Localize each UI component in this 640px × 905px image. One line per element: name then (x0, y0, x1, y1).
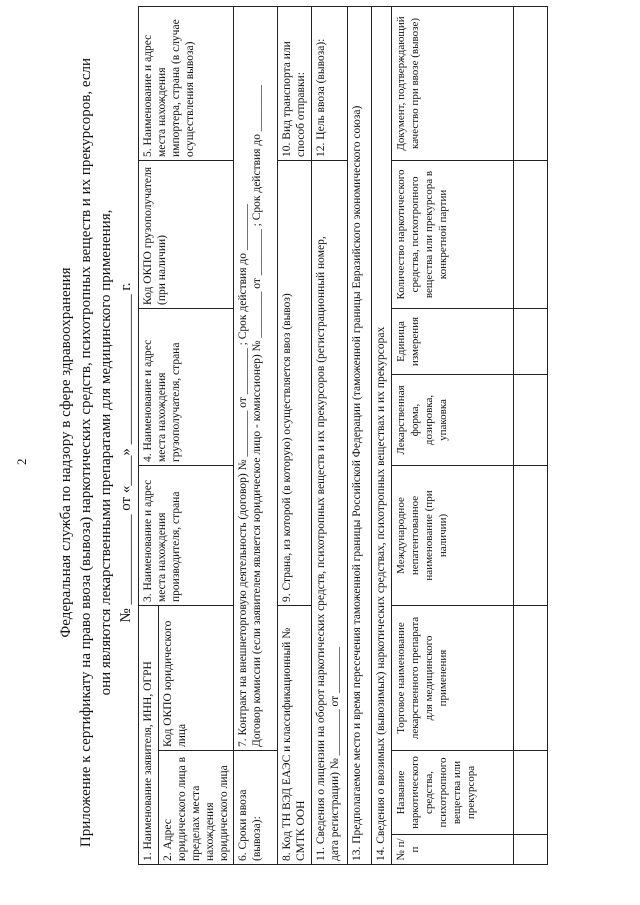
license-line1: 11. Сведения о лицензии на оборот наркотических средств, психотропных веществ и их прекурсоров (регистрационный номер, (315, 236, 327, 861)
empty-cell (514, 465, 548, 605)
empty-cell (514, 374, 548, 465)
empty-cell (514, 605, 548, 750)
tnved-code-cell: 8. Код ТН ВЭД ЕАЭС и классификационный № СМТК ООН (278, 605, 312, 864)
col-header-dosage-form: Лекарственная форма, дозировка, упаковка (392, 374, 514, 465)
document-title-line1: Приложение к сертификату на право ввоза (вывоза) наркотических средств, психотропных веществ и их прекурсоров, если (78, 57, 94, 848)
transport-cell: 10. Вид транспорта или способ отправки: (278, 6, 312, 160)
country-cell: 9. Страна, из которой (в которую) осуществляется ввоз (вывоз) (278, 160, 312, 605)
license-line2: дата регистрации) № ________ от ________ (329, 646, 341, 861)
contract-line: 7. Контракт на внешнеторговую деятельность (договор) № ________ от ________ ; Срок действия до ________ (237, 204, 249, 747)
terms-cell: 6. Сроки ввоза (вывоза): (234, 751, 278, 865)
substances-header-row (392, 6, 514, 864)
empty-cell (514, 160, 548, 308)
certificate-form-table (138, 6, 548, 865)
license-cell (312, 160, 348, 864)
empty-cell (514, 751, 548, 835)
col-header-quantity: Количество наркотического средства, психотропного вещества или прекурсора в конкретной партии (392, 160, 514, 308)
col-header-substance-name: Название наркотического средства, психотропного вещества или прекурсора (392, 751, 514, 835)
col-header-inn: Международное непатентованное наименование (при наличии) (392, 465, 514, 605)
substances-empty-row (514, 6, 548, 864)
col-header-unit: Единица измерения (392, 308, 514, 374)
col-header-number: № п/п (392, 835, 514, 865)
substances-section-title: 14. Сведения о ввозимых (вывозимых) наркотических средствах, психотропных веществах и их прекурсорах (372, 6, 392, 864)
row-14 (372, 6, 392, 864)
contract-cell (234, 6, 278, 750)
row-1 (139, 6, 159, 864)
row-11 (312, 6, 348, 864)
manufacturer-cell: 3. Наименование и адрес места нахождения производителя, страна (139, 465, 234, 605)
col-header-quality-document: Документ, подтверждающий качество при ввозе (вывозе) (392, 6, 514, 160)
purpose-cell: 12. Цель ввоза (вывоза): (312, 6, 348, 160)
commission-line: Договор комиссии (если заявителем является юридическое лицо - комиссионер) № ________ от ________ ; Срок действия до ________ (251, 85, 263, 747)
empty-cell (514, 6, 548, 160)
document-title-line2: они являются лекарственными препаратами для медицинского применения, (98, 209, 114, 696)
legal-address-cell: 2. Адрес юридического лица в пределах места нахождения юридического лица (159, 751, 234, 865)
agency-title: Федеральная служба по надзору в сфере здравоохранения (58, 267, 74, 638)
row-8 (278, 6, 312, 864)
row-6 (234, 6, 278, 864)
row-13 (348, 6, 372, 864)
page-number: 2 (14, 458, 29, 465)
okpo-cell: Код ОКПО юридического лица (159, 605, 234, 750)
consignee-okpo-cell: Код ОКПО грузополучателя (при наличии) (139, 160, 234, 308)
applicant-name-cell: 1. Наименование заявителя, ИНН, ОГРН (139, 605, 159, 864)
col-header-trade-name: Торговое наименование лекарственного препарата для медицинского применения (392, 605, 514, 750)
empty-cell (514, 835, 548, 865)
empty-cell (514, 308, 548, 374)
consignee-cell: 4. Наименование и адрес места нахождения грузополучателя, страна (139, 308, 234, 465)
importer-cell: 5. Наименование и адрес места нахождения импортера, страна (в случае осуществления вывоза) (139, 6, 234, 160)
border-crossing-cell: 13. Предполагаемое место и время пересечения таможенной границы Российской Федерации (таможенной границы Евразийского экономического союза) (348, 6, 372, 864)
certificate-number-line: № ____________ от «____» ____________________ г. (118, 282, 134, 623)
